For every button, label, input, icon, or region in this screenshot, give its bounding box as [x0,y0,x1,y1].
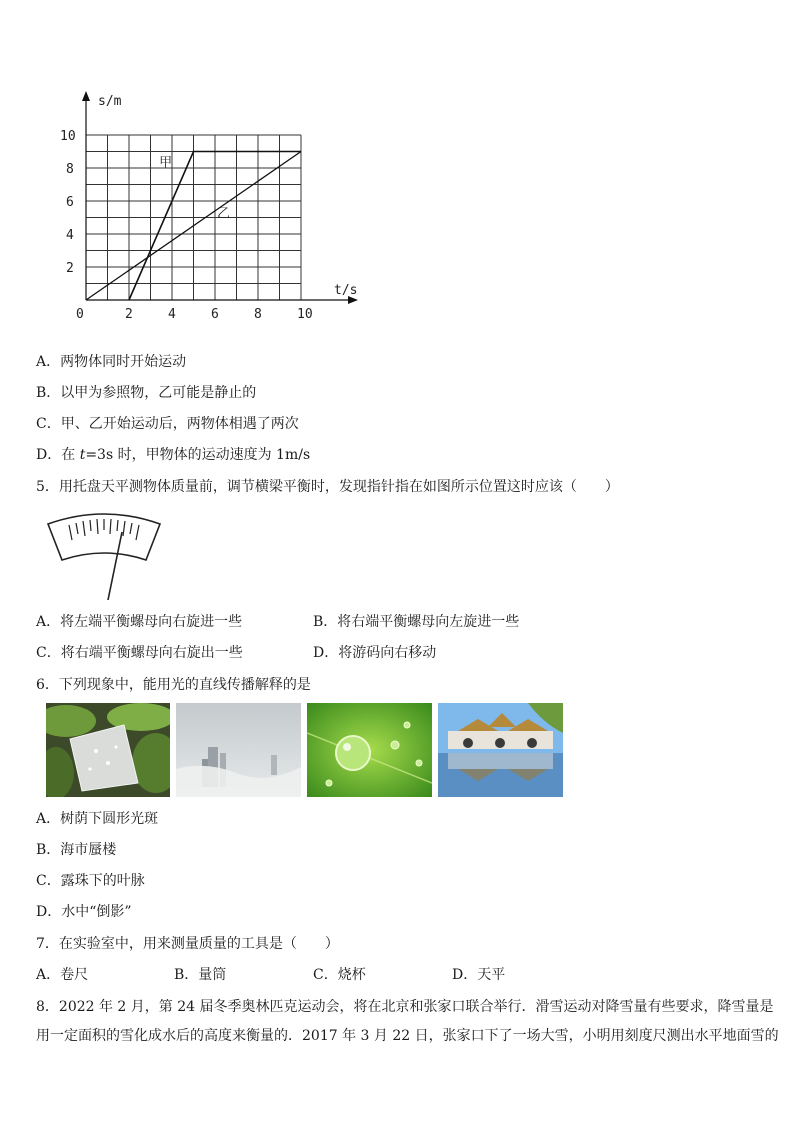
q7-stem: 7．在实验室中，用来测量质量的工具是（ ） [36,936,339,952]
q6-option-d[interactable]: D．水中“倒影” [36,904,132,920]
q8-line-2: 用一定面积的雪化成水后的高度来衡量的．2017 年 3 月 22 日，张家口下了一场大雪，小明用刻度尺测出水平地面雪的 [36,1028,779,1044]
q6-stem: 6．下列现象中，能用光的直线传播解释的是 [36,677,311,693]
q4-option-c[interactable]: C．甲、乙开始运动后，两物体相遇了两次 [36,416,299,432]
q5-option-b[interactable]: B．将右端平衡螺母向左旋进一些 [313,614,520,630]
balance-pointer-dial [44,512,164,602]
x-tick-label: 2 [125,307,133,322]
y-axis-label: s/m [98,94,122,109]
q6-option-b[interactable]: B．海市蜃楼 [36,842,117,858]
y-tick-label: 4 [66,228,74,243]
q7-option-b[interactable]: B．量筒 [174,967,227,983]
chart-axes [82,91,358,304]
x-tick-label: 10 [297,307,313,322]
paper-leaf-photo [46,703,170,797]
q5-option-c[interactable]: C．将右端平衡螺母向右旋出一些 [36,645,243,661]
q7-option-a[interactable]: A．卷尺 [36,967,89,983]
q4-option-d-prefix: D．在 [36,447,80,463]
y-tick-label: 2 [66,261,74,276]
q4-option-a[interactable]: A．两物体同时开始运动 [36,354,187,370]
x-tick-label: 6 [211,307,219,322]
q4-option-d[interactable] [36,445,310,465]
fog-city-photo [176,703,301,797]
q7-option-c[interactable]: C．烧杯 [313,967,366,983]
chart-grid [86,135,301,300]
x-axis-label: t/s [334,283,358,298]
q5-option-d[interactable]: D．将游码向右移动 [313,645,437,661]
distance-time-chart [60,85,370,325]
q8-paragraph [36,997,779,1055]
x-tick-label: 8 [254,307,262,322]
q6-option-a[interactable]: A．树荫下圆形光斑 [36,811,159,827]
q5-option-a[interactable]: A．将左端平衡螺母向右旋进一些 [36,614,243,630]
dewdrop-leaf-photo [307,703,432,797]
y-tick-label: 6 [66,195,74,210]
pavilion-reflection-photo [438,703,563,797]
q7-option-d[interactable]: D．天平 [452,967,506,983]
q4-option-d-variable: t [79,447,86,463]
x-tick-label: 4 [168,307,176,322]
x-tick-label: 0 [76,307,84,322]
q6-option-c[interactable]: C．露珠下的叶脉 [36,873,145,889]
series-label-yi: 乙 [217,206,231,222]
series-label-jia: 甲 [159,155,173,171]
q4-option-d-suffix: =3s 时，甲物体的运动速度为 1m/s [85,447,311,463]
y-tick-label: 10 [60,129,76,144]
y-tick-label: 8 [66,162,74,177]
q4-option-b[interactable]: B．以甲为参照物，乙可能是静止的 [36,385,257,401]
q5-stem: 5．用托盘天平测物体质量前，调节横梁平衡时，发现指针指在如图所示位置这时应该（ ） [36,479,619,495]
q8-line-1: 8．2022 年 2 月，第 24 届冬季奥林匹克运动会，将在北京和张家口联合举行．滑雪运动对降雪量有些要求，降雪量是 [36,999,774,1015]
y-axis-arrow [82,91,90,101]
